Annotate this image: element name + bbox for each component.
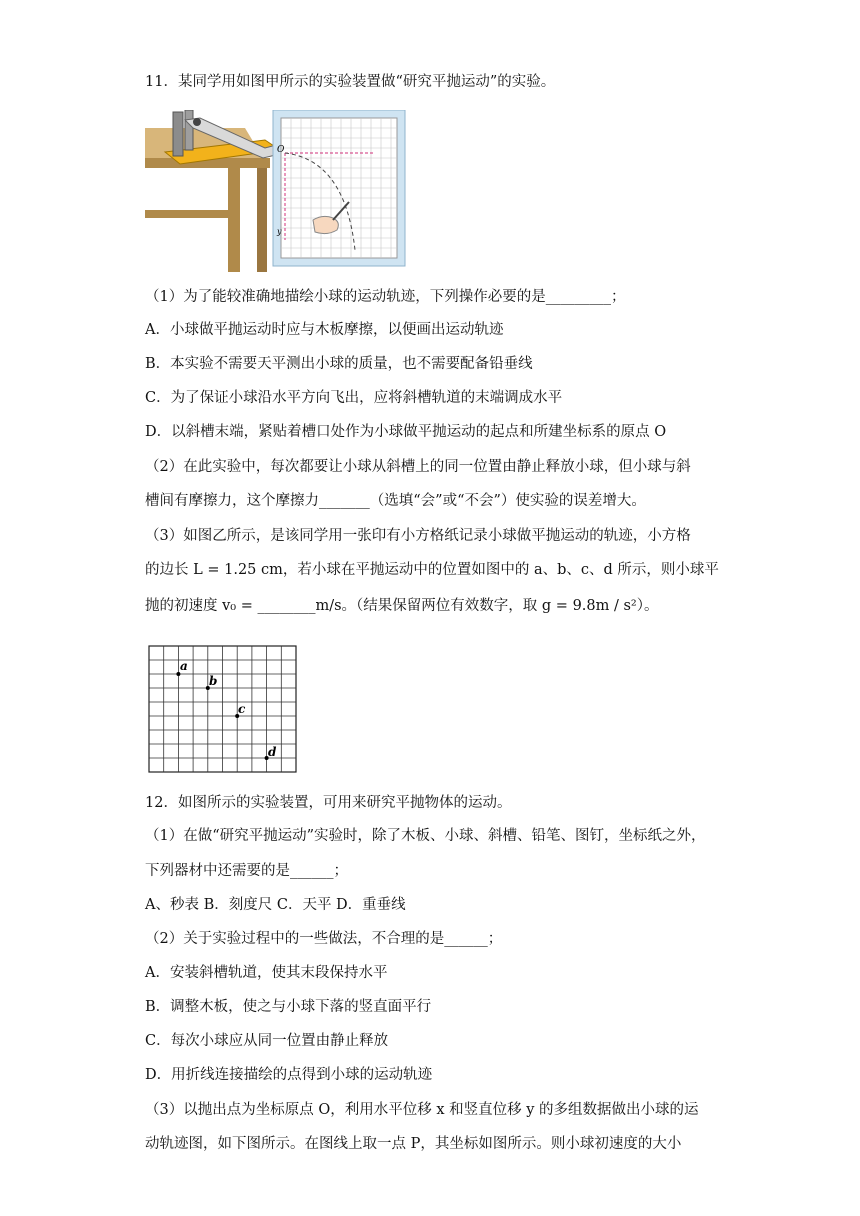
q11-option-b: B．本实验不需要天平测出小球的质量，也不需要配备铅垂线: [145, 356, 533, 372]
table-leg: [228, 168, 240, 272]
point-c-label: c: [238, 702, 246, 716]
q11-p3-line1: （3）如图乙所示，是该同学用一张印有小方格纸记录小球做平抛运动的轨迹，小方格: [145, 528, 691, 544]
q11-option-c: C．为了保证小球沿水平方向飞出，应将斜槽轨道的末端调成水平: [145, 390, 563, 406]
q11-title: 11．某同学用如图甲所示的实验装置做“研究平抛运动”的实验。: [145, 74, 556, 90]
q12-option-d: D．用折线连接描绘的点得到小球的运动轨迹: [145, 1067, 433, 1083]
stand-post-2: [185, 110, 193, 150]
q11-option-a: A．小球做平抛运动时应与木板摩擦，以便画出运动轨迹: [145, 322, 504, 338]
point-b-label: b: [209, 674, 218, 688]
table-crossbar: [145, 210, 235, 218]
q12-p1-line2: 下列器材中还需要的是______；: [145, 863, 348, 879]
q12-title: 12．如图所示的实验装置，可用来研究平抛物体的运动。: [145, 795, 512, 811]
ball: [193, 118, 201, 126]
point-d-label: d: [268, 745, 277, 759]
q11-p3-line2: 的边长 L = 1.25 cm，若小球在平抛运动中的位置如图中的 a、b、c、d 所示，则小球平: [145, 562, 719, 578]
q12-p1-line1: （1）在做“研究平抛运动”实验时，除了木板、小球、斜槽、铅笔、图钉，坐标纸之外，: [145, 828, 706, 844]
q12-options-1: A、秒表 B．刻度尺 C．天平 D．重垂线: [145, 897, 406, 913]
stand-post: [173, 112, 183, 156]
q12-p3-line2: 动轨迹图，如下图所示。在图线上取一点 P，其坐标如图所示。则小球初速度的大小: [145, 1136, 682, 1152]
q12-option-c: C．每次小球应从同一位置由静止释放: [145, 1033, 389, 1049]
origin-label: O: [277, 145, 285, 155]
q11-p2-line2: 槽间有摩擦力，这个摩擦力_______（选填“会”或“不会”）使实验的误差增大。: [145, 493, 646, 509]
q11-p2-line1: （2）在此实验中，每次都要让小球从斜槽上的同一位置由静止释放小球，但小球与斜: [145, 459, 691, 475]
q11-option-d: D．以斜槽末端，紧贴着槽口处作为小球做平抛运动的起点和所建坐标系的原点 O: [145, 424, 667, 440]
q12-p2: （2）关于实验过程中的一些做法，不合理的是______；: [145, 931, 503, 947]
q12-option-b: B．调整木板，使之与小球下落的竖直面平行: [145, 999, 432, 1015]
grid-figure: [148, 645, 298, 775]
apparatus-figure: [145, 110, 410, 272]
q11-p3-line3: 抛的初速度 v₀ = ________m/s。（结果保留两位有效数字，取 g = 9.8m / s²）。: [145, 598, 659, 614]
q12-p3-line1: （3）以抛出点为坐标原点 O，利用水平位移 x 和竖直位移 y 的多组数据做出小球的运: [145, 1102, 699, 1118]
point-a-label: a: [180, 659, 188, 673]
table-leg-2: [257, 168, 267, 272]
q12-option-a: A．安装斜槽轨道，使其末段保持水平: [145, 965, 388, 981]
y-axis-label: y: [277, 227, 282, 236]
q11-p1: （1）为了能较准确地描绘小球的运动轨迹，下列操作必要的是_________；: [145, 289, 626, 305]
